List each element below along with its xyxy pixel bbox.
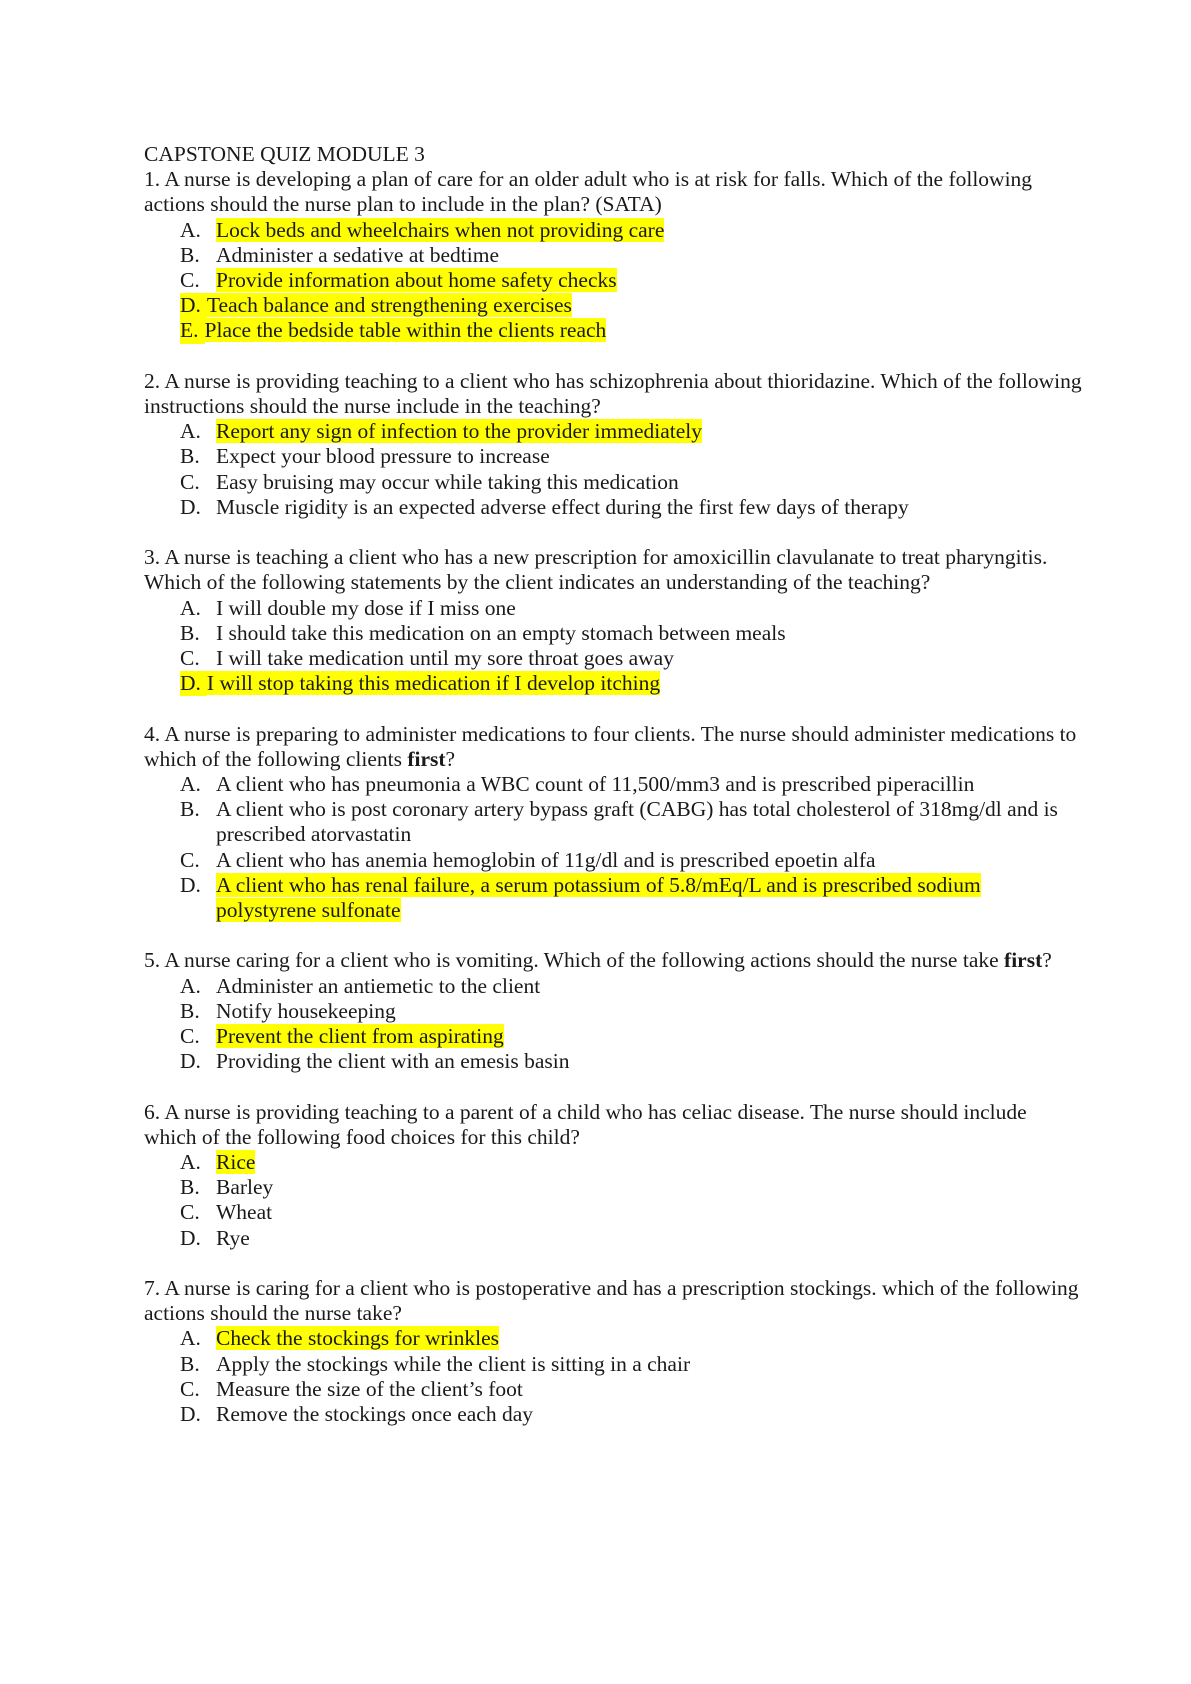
answer-option [144, 1150, 1084, 1175]
option-letter: B. [180, 444, 200, 469]
highlighted-answer-text: Prevent the client from aspirating [216, 1024, 504, 1049]
option-letter: B. [180, 1351, 200, 1376]
question-2 [144, 369, 1084, 520]
option-text-wrap [216, 1024, 1084, 1049]
option-text-wrap [216, 1200, 1084, 1225]
highlighted-answer-text: A client who has renal failure, a serum potassium of 5.8/mEq/L and is prescribed sodium polystyrene sulfonate [216, 872, 981, 923]
option-text-wrap [216, 1226, 1084, 1251]
option-text: Muscle rigidity is an expected adverse effect during the first few days of therapy [216, 494, 909, 519]
quiz-document [144, 142, 1084, 1452]
stem-text-end: ? [445, 746, 456, 771]
option-text: Barley [216, 1175, 274, 1200]
answer-option [144, 1352, 1084, 1377]
option-letter: D. [180, 671, 207, 696]
answer-option [144, 1175, 1084, 1200]
option-letter: B. [180, 1175, 200, 1200]
question-5 [144, 948, 1084, 1074]
highlighted-answer-text: Report any sign of infection to the provider immediately [216, 419, 703, 444]
option-text: Administer a sedative at bedtime [216, 242, 499, 267]
option-letter: C. [180, 469, 200, 494]
stem-text: 4. A nurse is preparing to administer medications to four clients. The nurse should administer medications to which of the following clients [144, 721, 1077, 771]
option-text: A client who has anemia hemoglobin of 11g/dl and is prescribed epoetin alfa [216, 847, 876, 872]
option-text-wrap [216, 974, 1084, 999]
answer-option [144, 268, 1084, 293]
option-text: Expect your blood pressure to increase [216, 444, 550, 469]
highlighted-answer-text: I will stop taking this medication if I develop itching [206, 671, 661, 696]
answer-option [144, 318, 1084, 343]
option-letter: D. [180, 1049, 201, 1074]
option-text-wrap [216, 495, 1084, 520]
answer-option [144, 293, 1084, 318]
option-text: Remove the stockings once each day [216, 1402, 534, 1427]
question-6 [144, 1100, 1084, 1251]
stem-text: 7. A nurse is caring for a client who is postoperative and has a prescription stockings. which of the following actions should the nurse take? [144, 1276, 1079, 1326]
option-letter: A. [180, 772, 201, 797]
option-text-wrap [216, 596, 1084, 621]
option-letter: B. [180, 998, 200, 1023]
question-1 [144, 167, 1084, 343]
option-letter: D. [180, 494, 201, 519]
option-letter: A. [180, 1326, 201, 1351]
option-text-wrap [216, 419, 1084, 444]
stem-text: 6. A nurse is providing teaching to a parent of a child who has celiac disease. The nurse should include which of the following food choices for this child? [144, 1099, 1027, 1149]
option-letter: B. [180, 242, 200, 267]
question-stem [144, 369, 1084, 419]
option-text-wrap [216, 797, 1084, 847]
option-text: A client who has pneumonia a WBC count of 11,500/mm3 and is prescribed piperacillin [216, 772, 975, 797]
option-text-wrap [216, 444, 1084, 469]
option-text: Apply the stockings while the client is sitting in a chair [216, 1351, 691, 1376]
answer-options [144, 596, 1084, 697]
option-text-wrap [216, 999, 1084, 1024]
option-text: Easy bruising may occur while taking this medication [216, 469, 679, 494]
option-text: Providing the client with an emesis basin [216, 1049, 570, 1074]
answer-option [144, 772, 1084, 797]
option-text: Wheat [216, 1200, 273, 1225]
question-list [144, 167, 1084, 1427]
option-letter: A. [180, 973, 201, 998]
option-text: A client who is post coronary artery bypass graft (CABG) has total cholesterol of 318mg/dl and is prescribed atorvastatin [216, 797, 1058, 847]
option-letter: A. [180, 217, 201, 242]
option-letter: C. [180, 1024, 200, 1049]
answer-option [144, 596, 1084, 621]
question-stem [144, 948, 1084, 973]
option-letter: B. [180, 797, 200, 822]
answer-option [144, 470, 1084, 495]
answer-options [144, 1326, 1084, 1427]
option-text: I should take this medication on an empty stomach between meals [216, 620, 786, 645]
option-text-wrap [216, 646, 1084, 671]
option-text-wrap [216, 243, 1084, 268]
question-stem [144, 1276, 1084, 1326]
option-letter: B. [180, 620, 200, 645]
option-letter: C. [180, 1376, 200, 1401]
answer-option [144, 495, 1084, 520]
answer-options [144, 218, 1084, 344]
stem-emphasis: first [1004, 948, 1043, 973]
question-stem [144, 1100, 1084, 1150]
highlighted-answer-text: Lock beds and wheelchairs when not providing care [216, 217, 665, 242]
option-text-wrap [216, 218, 1084, 243]
question-7 [144, 1276, 1084, 1427]
option-text-wrap [216, 873, 1084, 923]
option-text-wrap [216, 1175, 1084, 1200]
option-text: I will double my dose if I miss one [216, 595, 516, 620]
stem-text: 2. A nurse is providing teaching to a client who has schizophrenia about thioridazine. Which of the following instructions should the nurse include in the teaching? [144, 368, 1082, 419]
option-letter: D. [180, 1225, 201, 1250]
highlighted-answer-text: Place the bedside table within the clients reach [204, 318, 607, 343]
answer-option [144, 999, 1084, 1024]
option-letter: D. [180, 872, 201, 897]
answer-option [144, 671, 1084, 696]
option-letter: D. [180, 293, 207, 318]
answer-option [144, 873, 1084, 923]
stem-emphasis: first [407, 746, 446, 771]
option-letter: A. [180, 1150, 201, 1175]
answer-option [144, 1377, 1084, 1402]
question-stem [144, 545, 1084, 595]
answer-option [144, 797, 1084, 847]
stem-text: 1. A nurse is developing a plan of care for an older adult who is at risk for falls. Which of the following actions should the nurse plan to include in the plan? (SATA) [144, 167, 1033, 217]
answer-option [144, 974, 1084, 999]
answer-option [144, 1326, 1084, 1351]
option-text: I will take medication until my sore throat goes away [216, 646, 674, 671]
option-text: Notify housekeeping [216, 998, 396, 1023]
question-3 [144, 545, 1084, 696]
question-stem [144, 167, 1084, 217]
option-text-wrap [216, 621, 1084, 646]
option-text-wrap [216, 1150, 1084, 1175]
option-text-wrap [207, 293, 1084, 318]
answer-option [144, 243, 1084, 268]
option-text-wrap [205, 318, 1084, 343]
option-text-wrap [216, 1402, 1084, 1427]
answer-option [144, 621, 1084, 646]
answer-options [144, 772, 1084, 923]
question-stem [144, 722, 1084, 772]
option-letter: C. [180, 268, 200, 293]
option-letter: A. [180, 419, 201, 444]
option-text-wrap [216, 848, 1084, 873]
highlighted-answer-text: Provide information about home safety checks [216, 268, 617, 293]
answer-option [144, 444, 1084, 469]
answer-option [144, 1226, 1084, 1251]
question-4 [144, 722, 1084, 924]
option-text: Rye [216, 1225, 250, 1250]
option-text: Administer an antiemetic to the client [216, 973, 541, 998]
option-text: Measure the size of the client’s foot [216, 1376, 523, 1401]
answer-option [144, 1200, 1084, 1225]
option-text-wrap [207, 671, 1084, 696]
option-text-wrap [216, 772, 1084, 797]
option-text-wrap [216, 1049, 1084, 1074]
option-text-wrap [216, 1352, 1084, 1377]
option-text-wrap [216, 268, 1084, 293]
option-letter: C. [180, 646, 200, 671]
option-letter: A. [180, 595, 201, 620]
option-text-wrap [216, 1326, 1084, 1351]
stem-text: 5. A nurse caring for a client who is vomiting. Which of the following actions should the nurse take [144, 948, 1005, 973]
stem-text: 3. A nurse is teaching a client who has a new prescription for amoxicillin clavulanate to treat pharyngitis. Which of the following statements by the client indicates an understanding of the teaching? [144, 545, 1048, 595]
answer-option [144, 218, 1084, 243]
stem-text-end: ? [1042, 948, 1052, 973]
option-letter: E. [180, 318, 205, 343]
option-letter: C. [180, 847, 200, 872]
option-letter: C. [180, 1200, 200, 1225]
answer-option [144, 419, 1084, 444]
option-text-wrap [216, 470, 1084, 495]
answer-option [144, 646, 1084, 671]
answer-option [144, 1049, 1084, 1074]
answer-option [144, 1024, 1084, 1049]
option-letter: D. [180, 1402, 201, 1427]
highlighted-answer-text: Rice [216, 1150, 256, 1175]
answer-options [144, 419, 1084, 520]
answer-options [144, 974, 1084, 1075]
answer-option [144, 1402, 1084, 1427]
answer-option [144, 848, 1084, 873]
answer-options [144, 1150, 1084, 1251]
option-text-wrap [216, 1377, 1084, 1402]
page-title: CAPSTONE QUIZ MODULE 3 [144, 142, 425, 166]
highlighted-answer-text: Teach balance and strengthening exercises [206, 293, 572, 318]
highlighted-answer-text: Check the stockings for wrinkles [216, 1326, 500, 1351]
